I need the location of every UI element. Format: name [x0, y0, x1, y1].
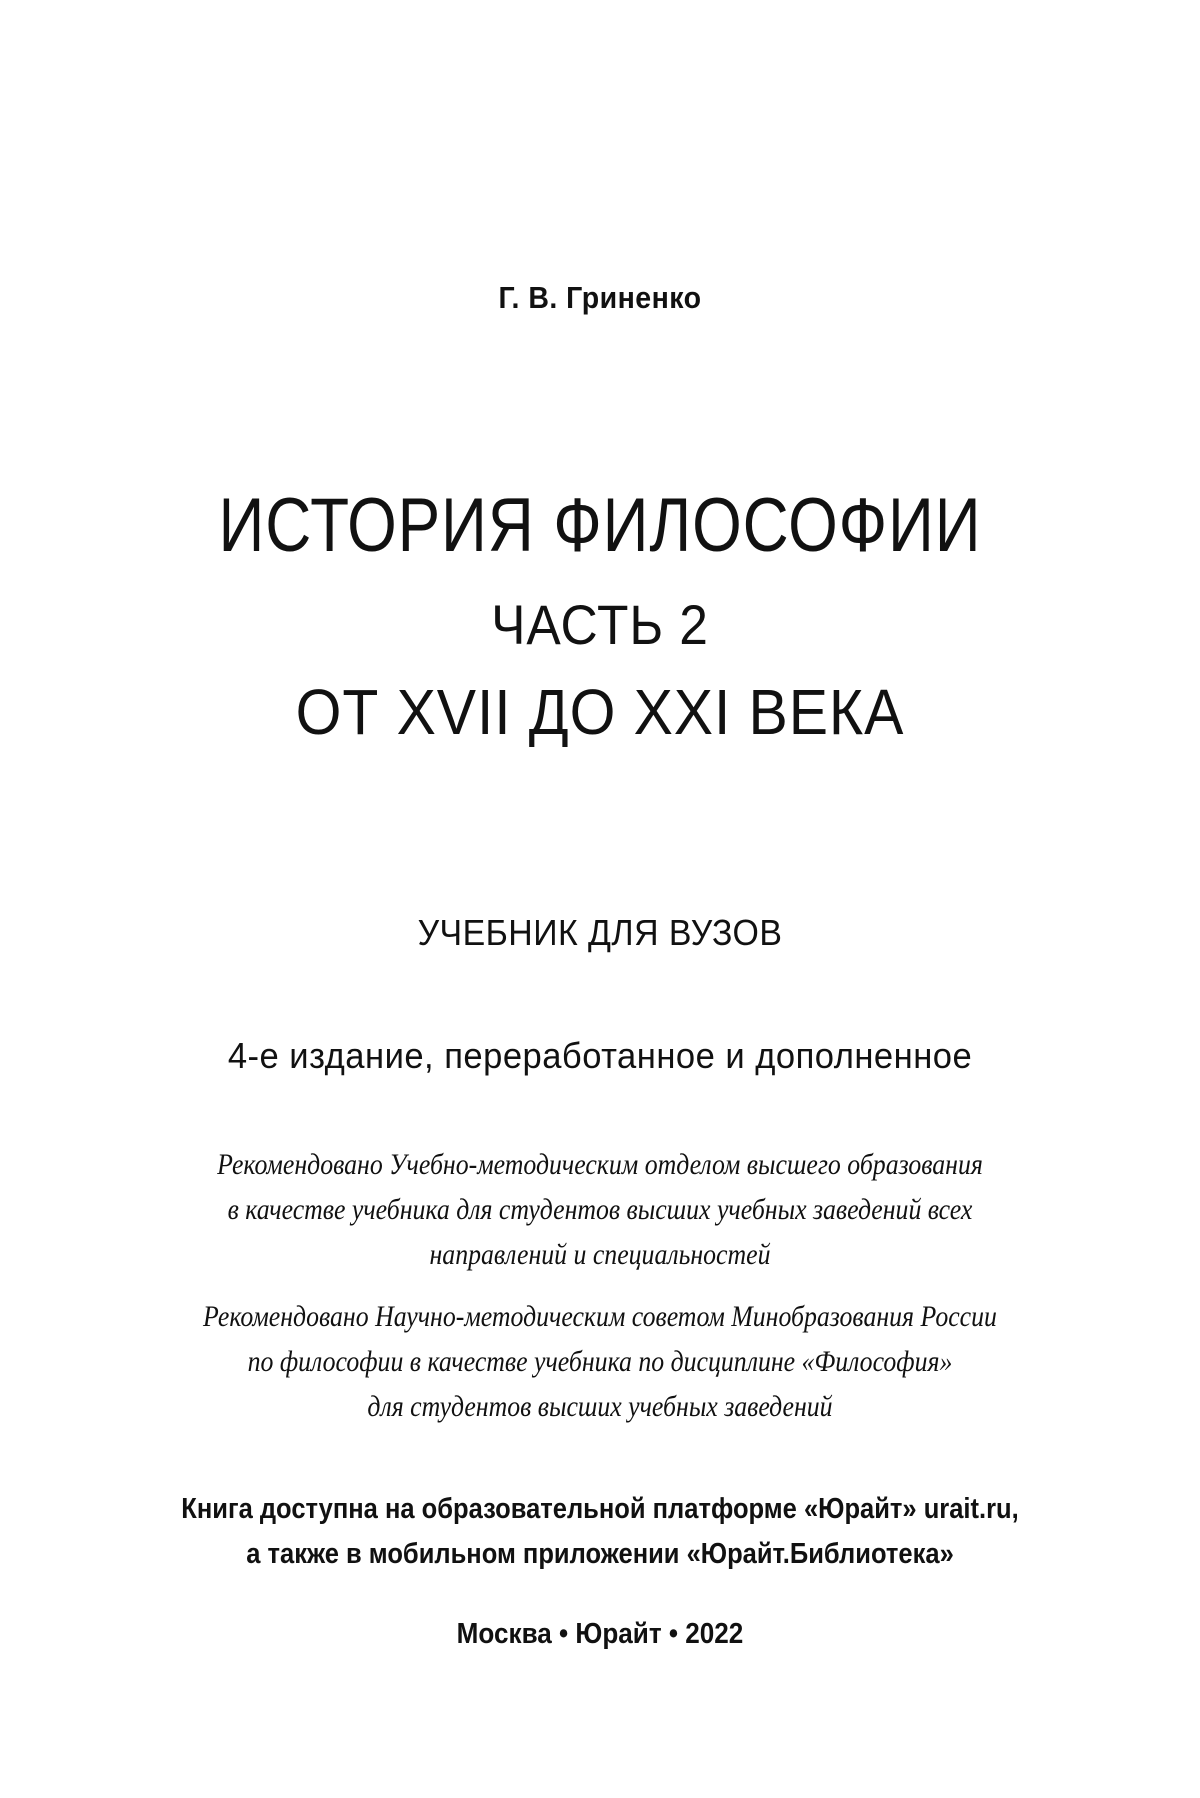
author-name: Г. В. Гриненко — [498, 280, 702, 315]
edition-info: 4-е издание, переработанное и дополненное — [227, 1035, 973, 1076]
recommendation-line: по философии в качестве учебника по дисциплине «Философия» — [247, 1345, 953, 1378]
book-part: ЧАСТЬ 2 — [491, 593, 709, 656]
recommendation-line: в качестве учебника для студентов высших учебных заведений всех — [227, 1193, 973, 1226]
recommendation-line: Рекомендовано Научно-методическим советом Минобразования России — [203, 1300, 997, 1333]
availability-note: Книга доступна на образовательной платформе «Юрайт» urait.ru, — [181, 1493, 1019, 1525]
recommendation-line: направлений и специальностей — [429, 1238, 771, 1271]
publisher-imprint: Москва • Юрайт • 2022 — [456, 1618, 744, 1650]
book-title: ИСТОРИЯ ФИЛОСОФИИ — [218, 483, 982, 568]
recommendation-line: для студентов высших учебных заведений — [367, 1390, 833, 1423]
book-subtitle: ОТ XVII ДО XXI ВЕКА — [295, 676, 905, 748]
recommendation-line: Рекомендовано Учебно-методическим отделом высшего образования — [217, 1148, 983, 1181]
availability-note: а также в мобильном приложении «Юрайт.Библиотека» — [246, 1538, 954, 1570]
book-type: УЧЕБНИК ДЛЯ ВУЗОВ — [417, 912, 783, 953]
